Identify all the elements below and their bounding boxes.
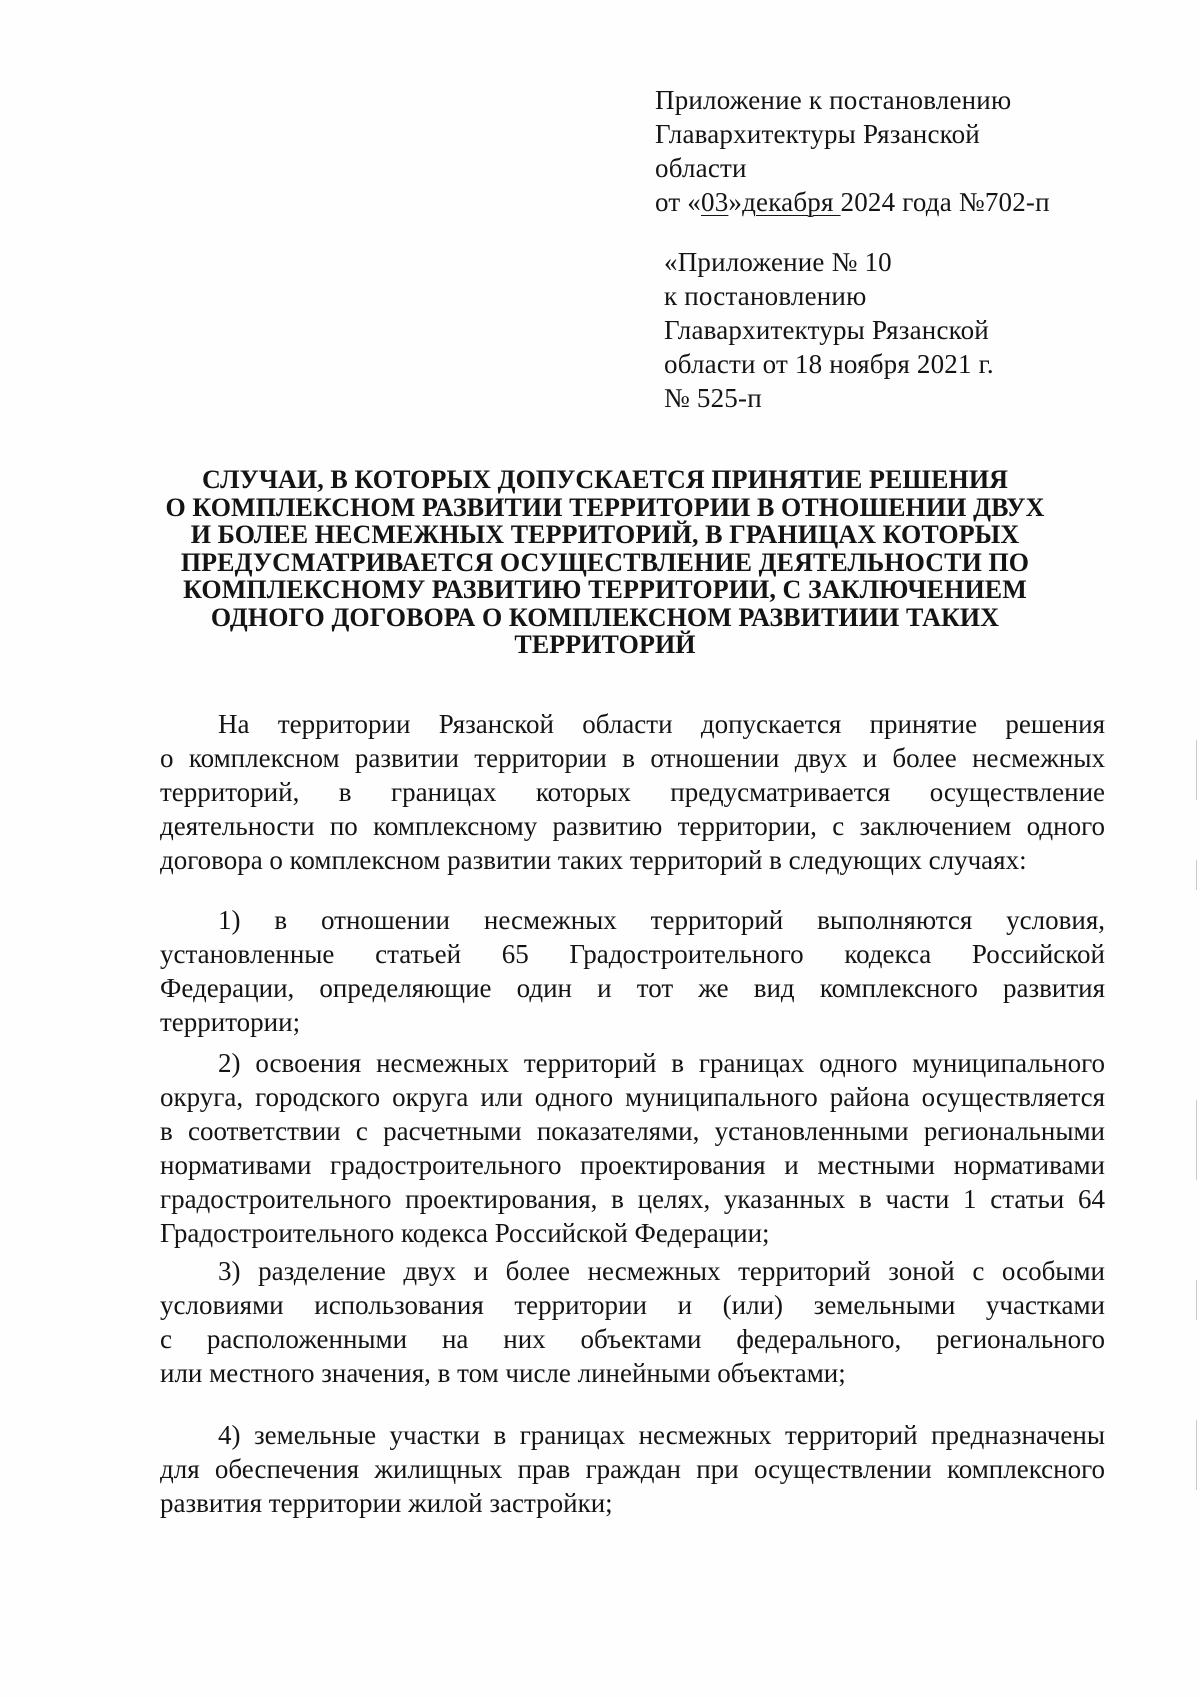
scan-mark <box>1196 1100 1197 1180</box>
paragraph-line: На территории Рязанской области допускается принятие решения <box>218 709 1105 739</box>
previous-line: Главархитектуры Рязанской <box>664 315 989 345</box>
document-title <box>150 466 1060 659</box>
paragraph-line: 4) земельные участки в границах несмежных территорий предназначены <box>218 1420 1105 1450</box>
paragraph-line: 1) в отношении несмежных территорий выполняются условия, <box>218 905 1105 935</box>
previous-appendix-header <box>664 245 994 415</box>
approval-date-line <box>655 185 1050 219</box>
approval-line: Главархитектуры Рязанской <box>655 119 980 149</box>
list-item <box>160 1254 1105 1390</box>
paragraph-line: установленные статьей 65 Градостроительного кодекса Российской <box>160 939 1105 969</box>
title-line: О КОМПЛЕКСНОМ РАЗВИТИИ ТЕРРИТОРИИ В ОТНОШЕНИИ ДВУХ <box>165 492 1045 522</box>
title-line: СЛУЧАИ, В КОТОРЫХ ДОПУСКАЕТСЯ ПРИНЯТИЕ РЕШЕНИЯ <box>201 465 1009 494</box>
scan-mark <box>1196 1280 1197 1320</box>
title-line: ПРЕДУСМАТРИВАЕТСЯ ОСУЩЕСТВЛЕНИЕ ДЕЯТЕЛЬНОСТИ ПО <box>180 547 1030 577</box>
date-year-number: 2024 года №702-п <box>840 187 1050 217</box>
title-line: ОДНОГО ДОГОВОРА О КОМПЛЕКСНОМ РАЗВИТИИИ ТАКИХ <box>210 602 1000 632</box>
previous-line: к постановлению <box>664 281 867 311</box>
previous-line: № 525-п <box>664 383 762 413</box>
date-prefix: от « <box>655 187 701 217</box>
paragraph-line: Федерации, определяющие один и тот же вид комплексного развития <box>160 973 1105 1003</box>
intro-paragraph <box>160 707 1105 877</box>
list-item <box>160 1418 1105 1520</box>
paragraph-line: 2) освоения несмежных территорий в границах одного муниципального <box>218 1048 1105 1078</box>
paragraph-line: территории; <box>160 1007 301 1037</box>
scan-edge-marks <box>1194 720 1200 1500</box>
paragraph-line: для обеспечения жилищных прав граждан при осуществлении комплексного <box>160 1454 1105 1484</box>
list-item <box>160 903 1105 1039</box>
approval-header <box>655 83 1050 219</box>
date-day: 03 <box>701 187 729 217</box>
paragraph-line: с расположенными на них объектами федерального, регионального <box>160 1324 1105 1354</box>
paragraph-line: условиями использования территории и (или) земельными участками <box>160 1290 1105 1320</box>
paragraph-line: развития территории жилой застройки; <box>160 1488 613 1518</box>
approval-line: области <box>655 153 747 183</box>
paragraph-line: округа, городского округа или одного муниципального района осуществляется <box>160 1082 1105 1112</box>
scan-mark <box>1196 860 1197 890</box>
approval-line: Приложение к постановлению <box>655 85 1012 115</box>
paragraph-line: деятельности по комплексному развитию территории, с заключением одного <box>160 811 1105 841</box>
paragraph-line: договора о комплексном развитии таких территорий в следующих случаях: <box>160 845 1027 875</box>
paragraph-line: Градостроительного кодекса Российской Федерации; <box>160 1218 770 1248</box>
paragraph-line: нормативами градостроительного проектирования и местными нормативами <box>160 1150 1105 1180</box>
scan-mark <box>1196 1420 1197 1490</box>
paragraph-line: о комплексном развитии территории в отношении двух и более несмежных <box>160 743 1105 773</box>
paragraph-line: градостроительного проектирования, в целях, указанных в части 1 статьи 64 <box>160 1184 1105 1214</box>
previous-line: области от 18 ноября 2021 г. <box>664 349 994 379</box>
paragraph-line: 3) разделение двух и более несмежных территорий зоной с особыми <box>218 1256 1105 1286</box>
date-month: декабря <box>742 187 841 217</box>
paragraph-line: в соответствии с расчетными показателями, установленными региональными <box>160 1116 1105 1146</box>
title-line: ТЕРРИТОРИЙ <box>514 630 696 659</box>
paragraph-line: или местного значения, в том числе линейными объектами; <box>160 1358 846 1388</box>
previous-line: «Приложение № 10 <box>664 247 892 277</box>
title-line: И БОЛЕЕ НЕСМЕЖНЫХ ТЕРРИТОРИЙ, В ГРАНИЦАХ КОТОРЫХ <box>190 520 1020 549</box>
title-line: КОМПЛЕКСНОМУ РАЗВИТИЮ ТЕРРИТОРИИ, С ЗАКЛЮЧЕНИЕМ <box>183 575 1027 604</box>
scan-mark <box>1196 740 1197 800</box>
date-quote: » <box>728 187 743 217</box>
list-item <box>160 1046 1105 1250</box>
paragraph-line: территорий, в границах которых предусматривается осуществление <box>160 777 1105 807</box>
